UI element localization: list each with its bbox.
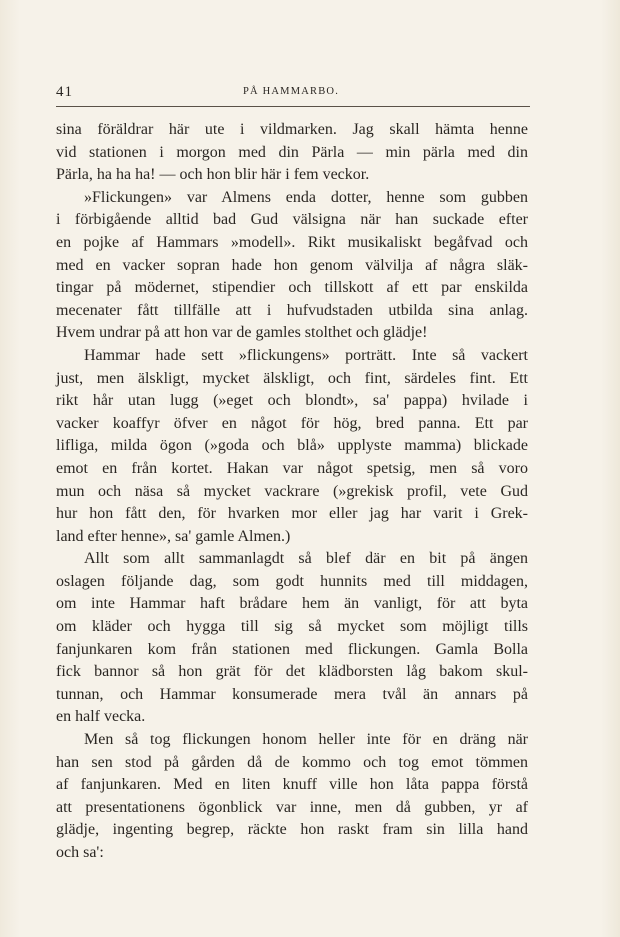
text-line: »Flickungen» var Almens enda dotter, henne som gubben <box>84 188 528 206</box>
text-line: sina föräldrar här ute i vildmarken. Jag skall hämta henne <box>56 121 528 138</box>
text-line: om inte Hammar haft brådare hem än vanligt, för att byta <box>56 595 528 613</box>
text-line: Pärla, ha ha ha! — och hon blir här i fem veckor. <box>56 166 370 184</box>
page-number: 41 <box>56 84 73 100</box>
text-line: Men så tog flickungen honom heller inte för en dräng när <box>84 731 528 749</box>
text-line: han sen stod på gården då de kommo och tog emot tömmen <box>56 753 528 771</box>
text-line: fanjunkaren kom från stationen med flickungen. Gamla Bolla <box>56 640 528 658</box>
text-line: tingar på mödernet, stipendier och tillskott af ett par enskilda <box>56 279 528 297</box>
text-line: vacker koaffyr öfver en något för hög, bred panna. Ett par <box>56 414 528 432</box>
text-line: vid stationen i morgon med din Pärla — min pärla med din <box>56 143 528 161</box>
text-line: med en vacker sopran hade hon genom välvilja af några släk- <box>56 256 528 274</box>
text-line: af fanjunkaren. Med en liten knuff ville hon låta pappa förstå <box>56 776 528 794</box>
text-line: Allt som allt sammanlagdt så blef där en bit på ängen <box>84 550 528 568</box>
text-line: oslagen följande dag, som godt hunnits med till middagen, <box>56 572 528 590</box>
text-line: rikt hår utan lugg (»eget och blondt», sa' pappa) hvilade i <box>56 392 528 410</box>
body-text <box>56 119 528 865</box>
text-line: land efter henne», sa' gamle Almen.) <box>56 527 291 545</box>
text-line: i förbigående alltid bad Gud välsigna när han suckade efter <box>56 211 528 229</box>
text-line: emot en från kortet. Hakan var något spetsig, men så voro <box>56 459 528 477</box>
text-line: hur hon fått den, för hvarken mor eller jag har varit i Grek- <box>56 505 528 523</box>
page-header <box>56 84 526 104</box>
text-line: en half vecka. <box>56 708 146 726</box>
text-line: Hammar hade sett »flickungens» porträtt. Inte så vackert <box>84 346 528 364</box>
text-line: glädje, ingenting begrep, räckte hon raskt fram sin lilla hand <box>56 821 528 839</box>
header-rule <box>56 106 530 107</box>
text-line: mun och näsa så mycket vackrare (»grekisk profil, vete Gud <box>56 482 528 500</box>
text-line: Hvem undrar på att hon var de gamles stolthet och glädje! <box>56 324 428 342</box>
text-line: lifliga, milda ögon (»goda och blå» upplyste mamma) blickade <box>56 437 528 455</box>
text-line: mecenater fått tillfälle att i hufvudstaden utbilda sina anlag. <box>56 301 528 319</box>
text-line: tunnan, och Hammar konsumerade mera tvål än annars på <box>56 685 528 703</box>
text-line: att presentationens ögonblick var inne, men då gubben, yr af <box>56 798 528 816</box>
text-line: om kläder och hygga till sig så mycket som möjligt tills <box>56 618 528 636</box>
text-line: en pojke af Hammars »modell». Rikt musikaliskt begåfvad och <box>56 233 528 251</box>
text-line: och sa': <box>56 844 104 861</box>
text-line: fick bannor så hon grät för det klädborsten låg bakom skul- <box>56 663 528 681</box>
text-line: just, men älskligt, mycket älskligt, och fint, särdeles fint. Ett <box>56 369 528 387</box>
running-head: PÅ HAMMARBO. <box>242 86 340 97</box>
